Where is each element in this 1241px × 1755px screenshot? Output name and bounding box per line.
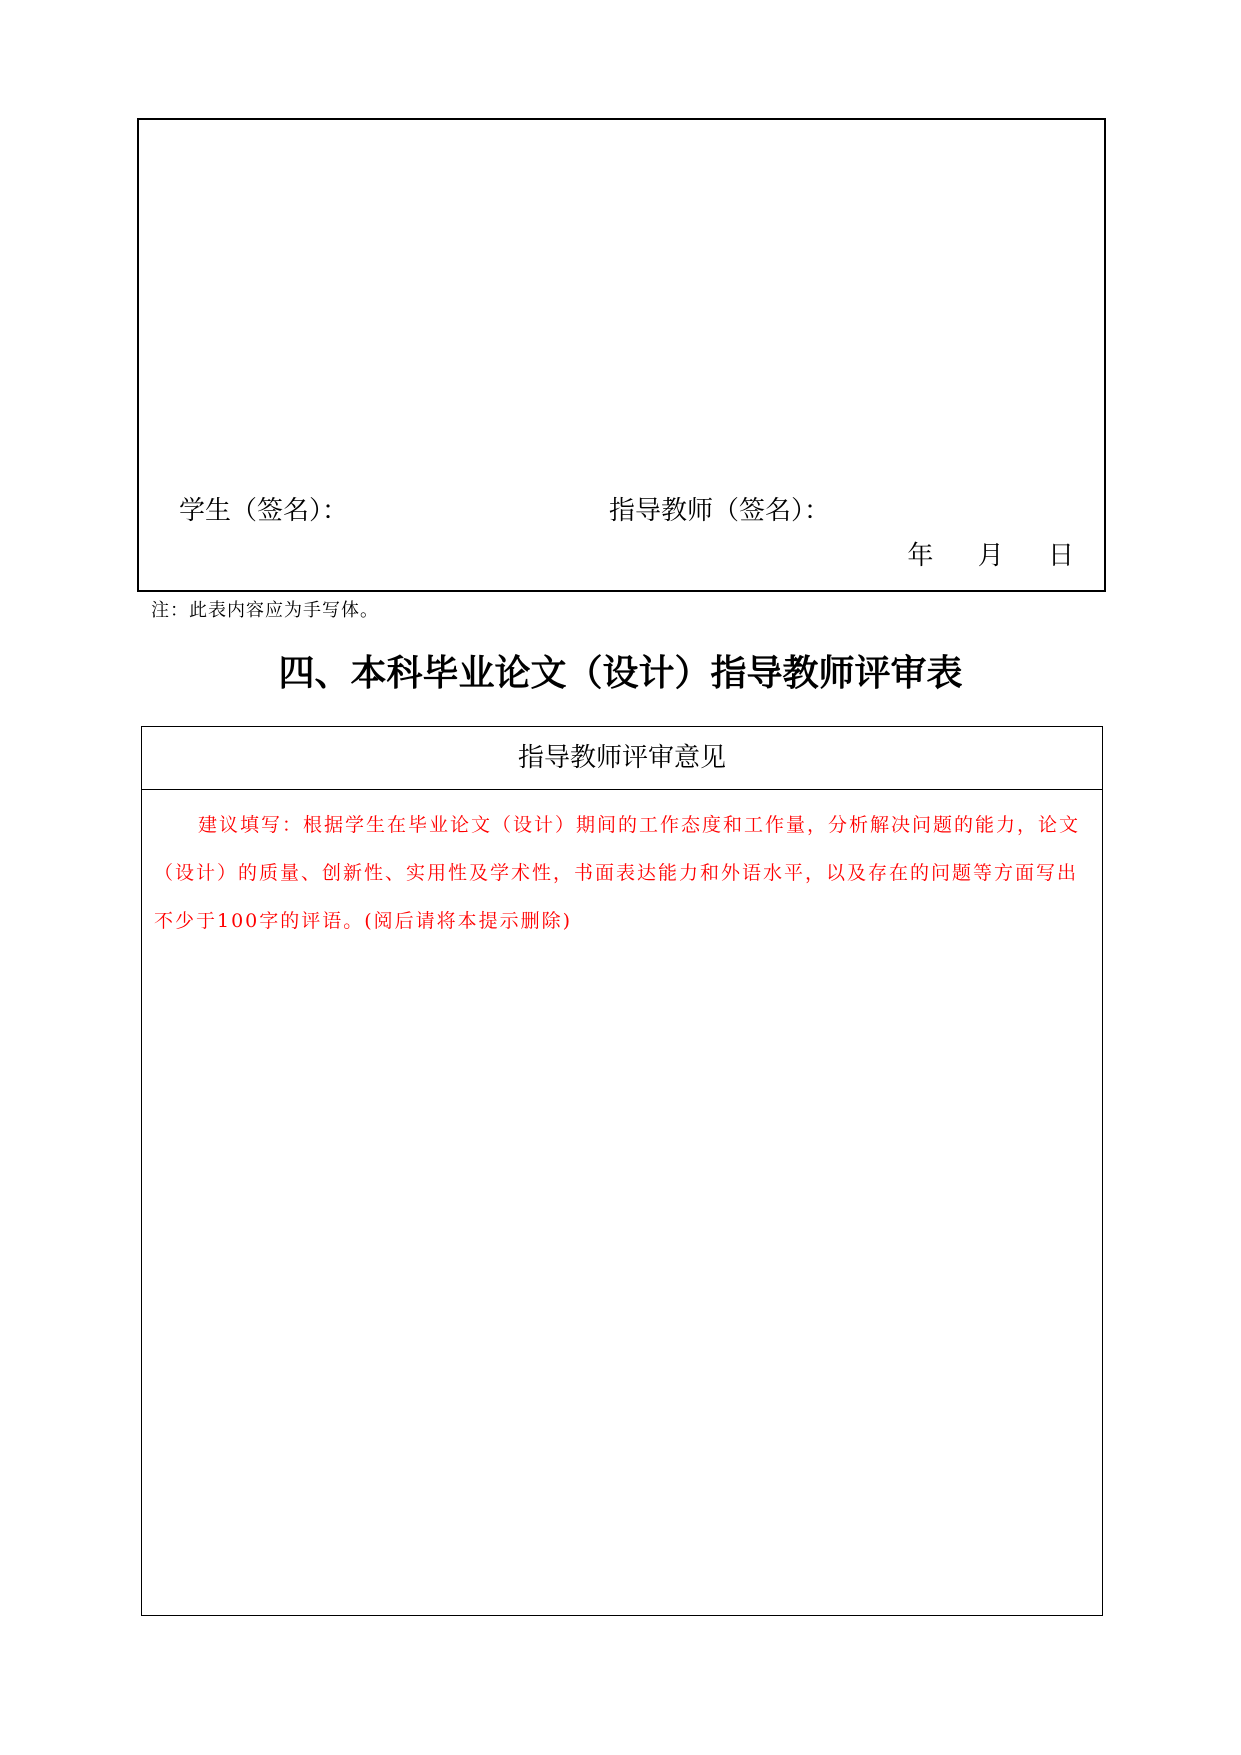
handwriting-note: 注：此表内容应为手写体。	[151, 600, 379, 621]
review-table-header: 指导教师评审意见	[142, 727, 1102, 790]
signature-section	[137, 118, 1106, 592]
signature-date	[871, 540, 1074, 572]
review-hint-text: 建议填写：根据学生在毕业论文（设计）期间的工作态度和工作量，分析解决问题的能力，论文（设计）的质量、创新性、实用性及学术性，书面表达能力和外语水平，以及存在的问题等方面写出不少于100字的评语。(阅后请将本提示删除)	[154, 814, 1081, 932]
month-label: 月	[977, 541, 1004, 571]
student-signature-label: 学生（签名）：	[179, 496, 349, 526]
year-label: 年	[907, 541, 934, 571]
day-label: 日	[1047, 541, 1074, 571]
advisor-review-table	[141, 726, 1103, 1616]
teacher-signature-label: 指导教师（签名）：	[609, 496, 831, 526]
section-title: 四、本科毕业论文（设计）指导教师评审表	[278, 653, 963, 694]
review-comment-area[interactable]	[142, 790, 1102, 945]
